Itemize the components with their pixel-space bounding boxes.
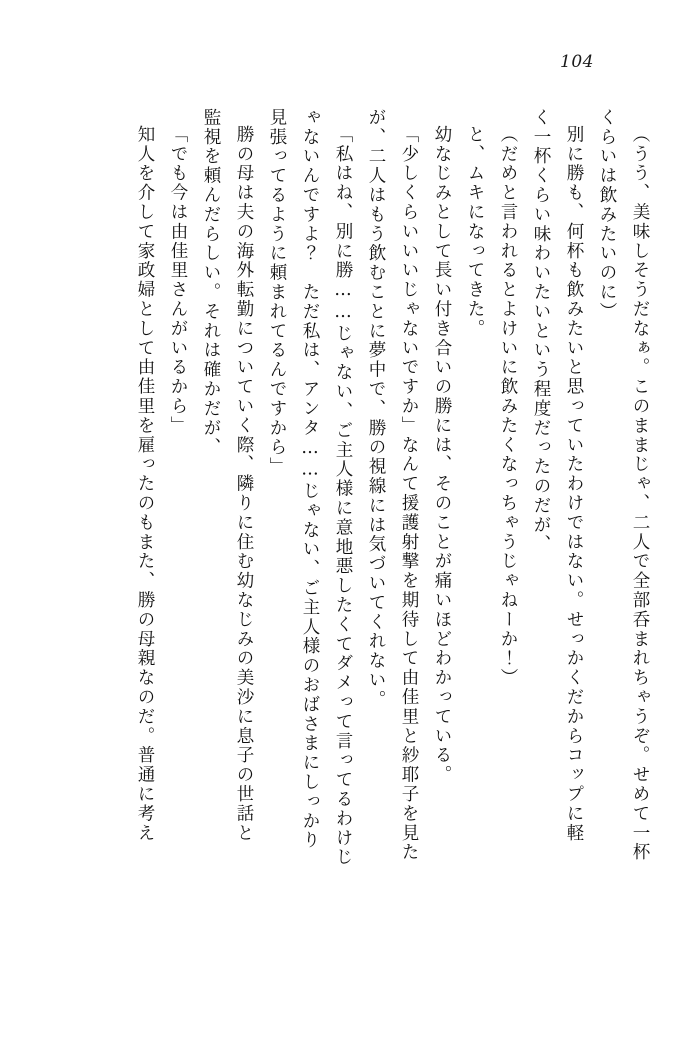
text-line: 「私はね、別に勝……じゃない、ご主人様に意地悪したくてダメって言ってるわけじ xyxy=(333,125,353,868)
text-line: が、二人はもう飲むことに夢中で、勝の視線には気づいてくれない。 xyxy=(366,108,386,710)
text-line: （だめと言われるとよけいに飲みたくなっちゃうじゃねーか！） xyxy=(498,125,518,688)
text-line-with-ruby: 幼なじみとして長い付き合いの勝には、そのことが痛いほどわかっている。 xyxy=(432,125,452,785)
text-line: と、ムキになってきた。 xyxy=(465,125,485,339)
text-line: 見張ってるように頼まれてるんですから」 xyxy=(267,108,287,477)
text-line: 知人を介して家政婦として由佳里を雇ったのもまた、勝の母親なのだ。普通に考え xyxy=(135,125,155,843)
page-number: 104 xyxy=(560,52,594,72)
text-line: 勝の母は夫の海外転勤についていく際、隣りに住む幼なじみの美沙に息子の世話と xyxy=(234,125,254,843)
text-line: 別に勝も、何杯も飲みたいと思っていたわけではない。せっかくだからコップに軽 xyxy=(564,125,584,843)
text-line: （うう、美味しそうだなぁ。このままじゃ、二人で全部呑まれちゃうぞ。せめて一杯 xyxy=(630,125,650,863)
text-line: く一杯くらい味わいたいという程度だったのだが、 xyxy=(531,108,551,555)
text-line: 「少しくらいいいじゃないですか」なんて援護射撃を期待して由佳里と紗耶子を見た xyxy=(399,125,419,863)
text-line: くらいは飲みたいのに） xyxy=(597,108,617,322)
text-line: 「でも今は由佳里さんがいるから」 xyxy=(168,125,188,436)
text-line: ゃないんですよ？ ただ私は、アンタ……じゃない、ご主人様のおばさまにしっかり xyxy=(300,108,320,851)
text-line: 監視を頼んだらしい。それは確かだが、 xyxy=(201,108,221,458)
vertical-text-body xyxy=(44,108,648,988)
